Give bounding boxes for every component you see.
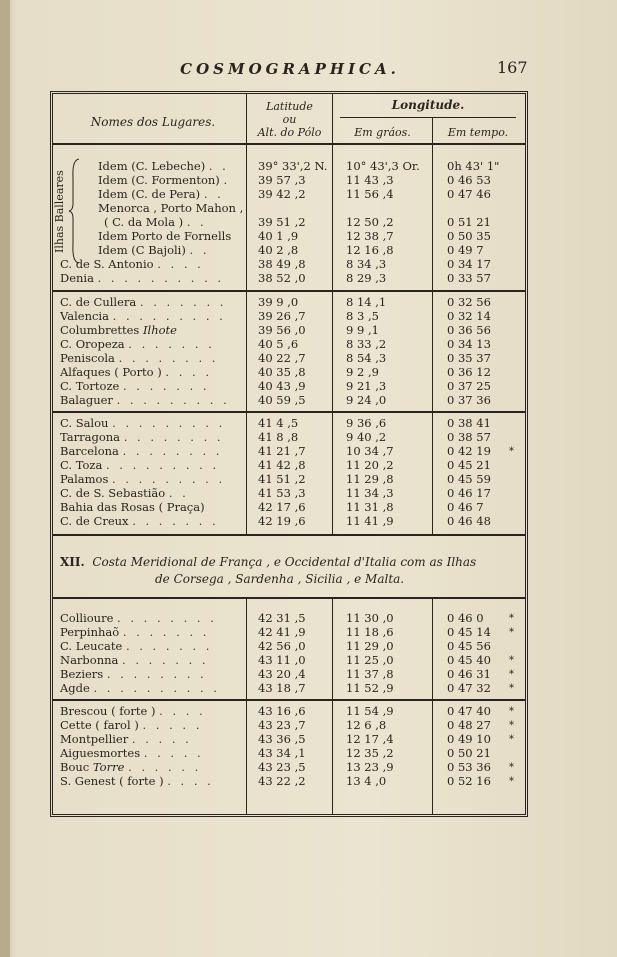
- row-lat: 38 52 ,0: [258, 271, 306, 285]
- row-name: Barcelona . . . . . . . .: [60, 445, 223, 458]
- col-sep-5: [332, 598, 333, 814]
- row-time: 0 46 48: [447, 514, 491, 528]
- row-name: Perpinhaõ . . . . . . .: [60, 626, 210, 639]
- row-name: Narbonna . . . . . . .: [60, 654, 209, 667]
- row-lon: 11 29 ,0: [346, 639, 394, 653]
- row-lat: 42 31 ,5: [258, 611, 306, 625]
- row-mark: *: [509, 683, 514, 694]
- row-lat: 43 23 ,7: [258, 718, 306, 732]
- row-time: 0 38 41: [447, 416, 491, 430]
- row-lon: 11 18 ,6: [346, 625, 394, 639]
- row-lon: 10° 43',3 Or.: [346, 159, 420, 173]
- block-rule: [53, 534, 525, 536]
- row-lat: 40 1 ,9: [258, 229, 299, 243]
- row-lat: 41 51 ,2: [258, 472, 306, 486]
- row-lon: 11 30 ,0: [346, 611, 394, 625]
- row-mark: *: [509, 720, 514, 731]
- col-header-latitude-1: Latitude: [266, 100, 313, 113]
- row-time: 0 32 56: [447, 295, 491, 309]
- row-name: C. de S. Sebastião . .: [60, 487, 189, 500]
- row-mark: *: [509, 734, 514, 745]
- row-time: 0 34 17: [447, 257, 491, 271]
- row-lon: 11 34 ,3: [346, 486, 394, 500]
- row-lat: 40 59 ,5: [258, 393, 306, 407]
- row-name: ( C. da Mola ) . .: [104, 216, 207, 229]
- row-lon: 11 52 ,9: [346, 681, 394, 695]
- row-time: 0 45 40: [447, 653, 491, 667]
- row-time: 0 48 27: [447, 718, 491, 732]
- header-rule: [53, 143, 525, 145]
- row-name: Tarragona . . . . . . . .: [60, 431, 224, 444]
- row-mark: *: [509, 776, 514, 787]
- row-time: 0 46 53: [447, 173, 491, 187]
- row-time: 0 49 10: [447, 732, 491, 746]
- row-name: C. de Creux . . . . . . .: [60, 515, 219, 528]
- row-time: 0 49 7: [447, 243, 484, 257]
- row-mark: *: [509, 706, 514, 717]
- row-time: 0h 43' 1": [447, 159, 500, 173]
- row-lat: 39 9 ,0: [258, 295, 299, 309]
- row-time: 0 37 36: [447, 393, 491, 407]
- row-name: C. Salou . . . . . . . . .: [60, 417, 226, 430]
- row-time: 0 45 59: [447, 472, 491, 486]
- row-lon: 9 2 ,9: [346, 365, 379, 379]
- row-lon: 11 41 ,9: [346, 514, 394, 528]
- row-lon: 8 33 ,2: [346, 337, 387, 351]
- row-lat: 39 51 ,2: [258, 215, 306, 229]
- row-time: 0 33 57: [447, 271, 491, 285]
- row-name: Idem (C. Lebeche) . .: [98, 160, 229, 173]
- row-lat: 41 8 ,8: [258, 430, 299, 444]
- row-lon: 8 29 ,3: [346, 271, 387, 285]
- row-name: Brescou ( forte ) . . . .: [60, 705, 206, 718]
- row-time: 0 45 56: [447, 639, 491, 653]
- row-lon: 12 6 ,8: [346, 718, 387, 732]
- block-rule: [53, 290, 525, 292]
- row-lat: 41 53 ,3: [258, 486, 306, 500]
- row-name: Columbrettes Ilhote: [60, 324, 177, 337]
- col-header-time: Em tempo.: [447, 126, 509, 139]
- row-time: 0 45 21: [447, 458, 491, 472]
- row-time: 0 52 16: [447, 774, 491, 788]
- row-time: 0 42 19: [447, 444, 491, 458]
- row-lat: 40 35 ,8: [258, 365, 306, 379]
- section-heading-line2: de Corsega , Sardenha , Sicilia , e Malta.: [155, 572, 405, 586]
- block-rule: [53, 699, 525, 701]
- row-lat: 41 21 ,7: [258, 444, 306, 458]
- book-gutter: [0, 0, 10, 957]
- row-lon: 12 35 ,2: [346, 746, 394, 760]
- row-lon: 9 24 ,0: [346, 393, 387, 407]
- col-header-latitude-3: Alt. do Pólo: [257, 126, 322, 139]
- row-name: Bahia das Rosas ( Praça): [60, 501, 205, 514]
- row-lat: 40 5 ,6: [258, 337, 299, 351]
- row-lon: 9 9 ,1: [346, 323, 379, 337]
- row-lat: 40 2 ,8: [258, 243, 299, 257]
- row-mark: *: [509, 669, 514, 680]
- row-name: C. de Cullera . . . . . . .: [60, 296, 227, 309]
- row-name: C. Tortoze . . . . . . .: [60, 380, 210, 393]
- row-lon: 10 34 ,7: [346, 444, 394, 458]
- row-lon: 11 37 ,8: [346, 667, 394, 681]
- row-lat: 39 56 ,0: [258, 323, 306, 337]
- col-header-longitude: Longitude.: [391, 98, 465, 112]
- row-lon: 12 17 ,4: [346, 732, 394, 746]
- row-lat: 39° 33',2 N.: [258, 159, 328, 173]
- row-name: Collioure . . . . . . . .: [60, 612, 217, 625]
- row-lon: 11 43 ,3: [346, 173, 394, 187]
- row-name: Idem (C. de Pera) . .: [98, 188, 224, 201]
- section-rule: [53, 597, 525, 599]
- row-name: Denia . . . . . . . . . .: [60, 272, 225, 285]
- block-rule: [53, 411, 525, 413]
- col-sep-2: [332, 94, 333, 534]
- row-lon: 11 31 ,8: [346, 500, 394, 514]
- col-sep-6: [432, 598, 433, 814]
- group-brace: [68, 158, 80, 264]
- row-mark: *: [509, 613, 514, 624]
- row-name: C. de S. Antonio . . . .: [60, 258, 204, 271]
- row-lat: 42 56 ,0: [258, 639, 306, 653]
- page-number: 167: [497, 58, 528, 77]
- row-name: Idem Porto de Fornells: [98, 230, 232, 243]
- row-time: 0 45 14: [447, 625, 491, 639]
- row-lon: 11 20 ,2: [346, 458, 394, 472]
- row-time: 0 34 13: [447, 337, 491, 351]
- running-title: COSMOGRAPHICA.: [180, 60, 400, 78]
- row-name: Montpellier . . . . .: [60, 733, 192, 746]
- row-lat: 43 23 ,5: [258, 760, 306, 774]
- row-lon: 12 16 ,8: [346, 243, 394, 257]
- row-name: Aiguesmortes . . . . .: [60, 747, 204, 760]
- row-lat: 38 49 ,8: [258, 257, 306, 271]
- row-lat: 41 4 ,5: [258, 416, 299, 430]
- row-mark: *: [509, 655, 514, 666]
- row-lon: 13 4 ,0: [346, 774, 387, 788]
- row-mark: *: [509, 446, 514, 457]
- row-lat: 39 57 ,3: [258, 173, 306, 187]
- row-lat: 40 43 ,9: [258, 379, 306, 393]
- row-lon: 8 54 ,3: [346, 351, 387, 365]
- row-name: Alfaques ( Porto ) . . . .: [60, 366, 212, 379]
- row-time: 0 37 25: [447, 379, 491, 393]
- row-time: 0 47 40: [447, 704, 491, 718]
- row-name: Valencia . . . . . . . . .: [60, 310, 226, 323]
- row-name: Menorca , Porto Mahon ,: [98, 202, 244, 215]
- col-sep-3: [432, 118, 433, 534]
- row-lat: 39 42 ,2: [258, 187, 306, 201]
- row-lat: 41 42 ,8: [258, 458, 306, 472]
- row-time: 0 38 57: [447, 430, 491, 444]
- row-name: Agde . . . . . . . . . .: [60, 682, 220, 695]
- row-lon: 9 40 ,2: [346, 430, 387, 444]
- row-name: Balaguer . . . . . . . . .: [60, 394, 230, 407]
- row-lat: 39 26 ,7: [258, 309, 306, 323]
- row-time: 0 47 32: [447, 681, 491, 695]
- row-time: 0 53 36: [447, 760, 491, 774]
- row-lat: 43 34 ,1: [258, 746, 306, 760]
- row-name: C. Oropeza . . . . . . .: [60, 338, 215, 351]
- row-lat: 43 16 ,6: [258, 704, 306, 718]
- row-time: 0 36 56: [447, 323, 491, 337]
- row-time: 0 36 12: [447, 365, 491, 379]
- row-name: S. Genest ( forte ) . . . .: [60, 775, 214, 788]
- row-lon: 8 14 ,1: [346, 295, 387, 309]
- row-lon: 11 25 ,0: [346, 653, 394, 667]
- section-heading-line1: XII. Costa Meridional de França , e Occidental d'Italia com as Ilhas: [60, 555, 477, 569]
- group-label-balleares: Ilhas Balleares: [53, 170, 66, 254]
- row-lat: 43 36 ,5: [258, 732, 306, 746]
- row-time: 0 47 46: [447, 187, 491, 201]
- row-time: 0 35 37: [447, 351, 491, 365]
- row-name: Bouc Torre . . . . . .: [60, 761, 202, 774]
- row-name: Palamos . . . . . . . . .: [60, 473, 226, 486]
- row-lon: 8 3 ,5: [346, 309, 379, 323]
- row-name: Cette ( farol ) . . . . .: [60, 719, 203, 732]
- row-time: 0 32 14: [447, 309, 491, 323]
- row-time: 0 46 0: [447, 611, 484, 625]
- row-lon: 9 36 ,6: [346, 416, 387, 430]
- row-name: C. Toza . . . . . . . . .: [60, 459, 220, 472]
- row-name: Beziers . . . . . . . .: [60, 668, 207, 681]
- row-lat: 43 11 ,0: [258, 653, 306, 667]
- row-lon: 11 54 ,9: [346, 704, 394, 718]
- row-lat: 42 19 ,6: [258, 514, 306, 528]
- row-lon: 9 21 ,3: [346, 379, 387, 393]
- row-name: Idem (C Bajoli) . .: [98, 244, 210, 257]
- row-lat: 43 20 ,4: [258, 667, 306, 681]
- row-name: Peniscola . . . . . . . .: [60, 352, 219, 365]
- col-sep-4: [246, 598, 247, 814]
- row-time: 0 50 35: [447, 229, 491, 243]
- row-lon: 11 56 ,4: [346, 187, 394, 201]
- row-mark: *: [509, 627, 514, 638]
- row-lon: 12 50 ,2: [346, 215, 394, 229]
- row-name: C. Leucate . . . . . . .: [60, 640, 213, 653]
- row-lon: 11 29 ,8: [346, 472, 394, 486]
- row-lon: 13 23 ,9: [346, 760, 394, 774]
- row-time: 0 46 17: [447, 486, 491, 500]
- row-time: 0 46 7: [447, 500, 484, 514]
- col-header-latitude-2: ou: [282, 113, 297, 126]
- row-time: 0 46 31: [447, 667, 491, 681]
- row-time: 0 51 21: [447, 215, 491, 229]
- col-header-degrees: Em gráos.: [354, 126, 411, 139]
- row-mark: *: [509, 762, 514, 773]
- row-lat: 42 17 ,6: [258, 500, 306, 514]
- row-time: 0 50 21: [447, 746, 491, 760]
- row-lat: 42 41 ,9: [258, 625, 306, 639]
- longitude-brace-line: [340, 117, 516, 118]
- row-lat: 40 22 ,7: [258, 351, 306, 365]
- row-lat: 43 18 ,7: [258, 681, 306, 695]
- col-header-names: Nomes dos Lugares.: [90, 115, 216, 129]
- row-name: Idem (C. Formenton) .: [98, 174, 231, 187]
- row-lon: 12 38 ,7: [346, 229, 394, 243]
- row-lat: 43 22 ,2: [258, 774, 306, 788]
- row-lon: 8 34 ,3: [346, 257, 387, 271]
